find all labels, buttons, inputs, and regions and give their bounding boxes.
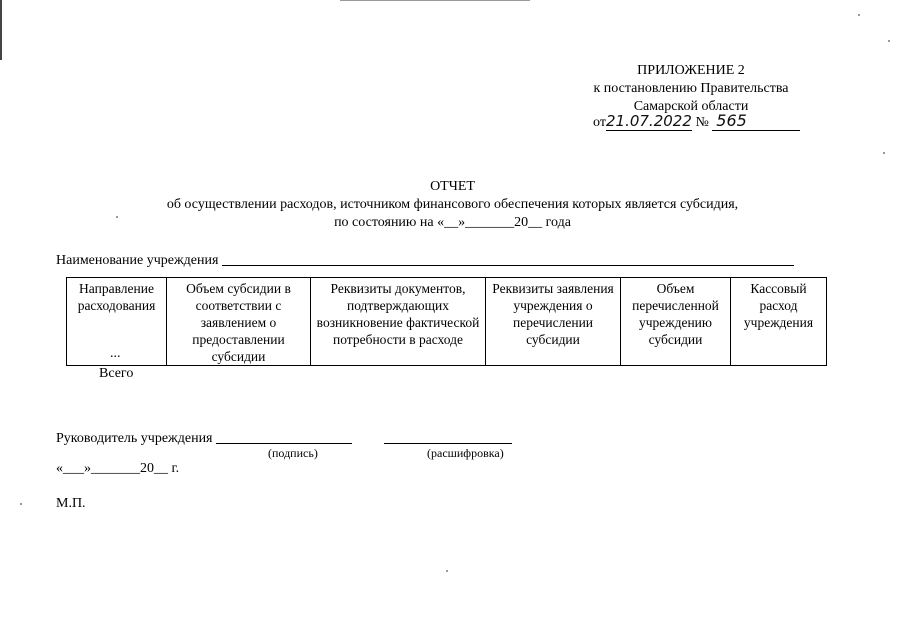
column-header: Реквизиты документов, подтверждающих возникновение фактической потребности в расходе <box>311 278 486 366</box>
column-header: Кассовый расход учреждения <box>731 278 827 366</box>
scan-speck <box>888 40 890 42</box>
report-as-of: по состоянию на «__»_______20__ года <box>334 215 571 230</box>
annex-title: ПРИЛОЖЕНИЕ 2 <box>637 63 745 78</box>
handwritten-number: 565 <box>712 112 800 131</box>
annex-from-label: от <box>593 115 606 130</box>
scan-edge-left <box>0 0 2 60</box>
table-header-row <box>67 278 827 366</box>
head-label: Руководитель учреждения <box>56 431 213 446</box>
annex-header <box>560 62 822 116</box>
institution-name-line <box>222 251 794 266</box>
column-header: Направление расходования <box>67 278 167 366</box>
total-label: Всего <box>99 366 134 381</box>
table-ellipsis: ... <box>110 346 121 361</box>
report-title-block <box>100 178 805 232</box>
scan-speck <box>883 152 885 154</box>
signature-caption: (подпись) <box>268 446 318 460</box>
report-subtitle: об осуществлении расходов, источником финансового обеспечения которых является субсидия, <box>166 197 739 212</box>
decoding-caption: (расшифровка) <box>427 446 504 460</box>
report-title: ОТЧЕТ <box>430 179 475 194</box>
stamp-label: М.П. <box>56 496 86 511</box>
scan-speck <box>20 503 22 505</box>
scan-speck <box>446 570 448 572</box>
decoding-line <box>384 429 512 444</box>
annex-date-line <box>593 112 800 132</box>
column-header: Объем перечисленной учреждению субсидии <box>621 278 731 366</box>
scan-speck <box>858 14 860 16</box>
handwritten-date: 21.07.2022 <box>605 112 692 130</box>
signature-line <box>216 429 352 444</box>
annex-line-2: Самарской области <box>633 99 749 114</box>
column-header: Реквизиты заявления учреждения о перечислении субсидии <box>486 278 621 366</box>
head-signature-row <box>56 429 512 447</box>
annex-line-1: к постановлению Правительства <box>593 81 789 96</box>
scan-edge-top <box>340 0 530 1</box>
signature-date: «___»_______20__ г. <box>56 461 180 476</box>
institution-label: Наименование учреждения <box>56 253 219 268</box>
annex-number-label: № <box>695 115 709 130</box>
column-header: Объем субсидии в соответствии с заявлением о предоставлении субсидии <box>167 278 311 366</box>
institution-row <box>56 251 794 269</box>
report-table <box>66 277 827 366</box>
